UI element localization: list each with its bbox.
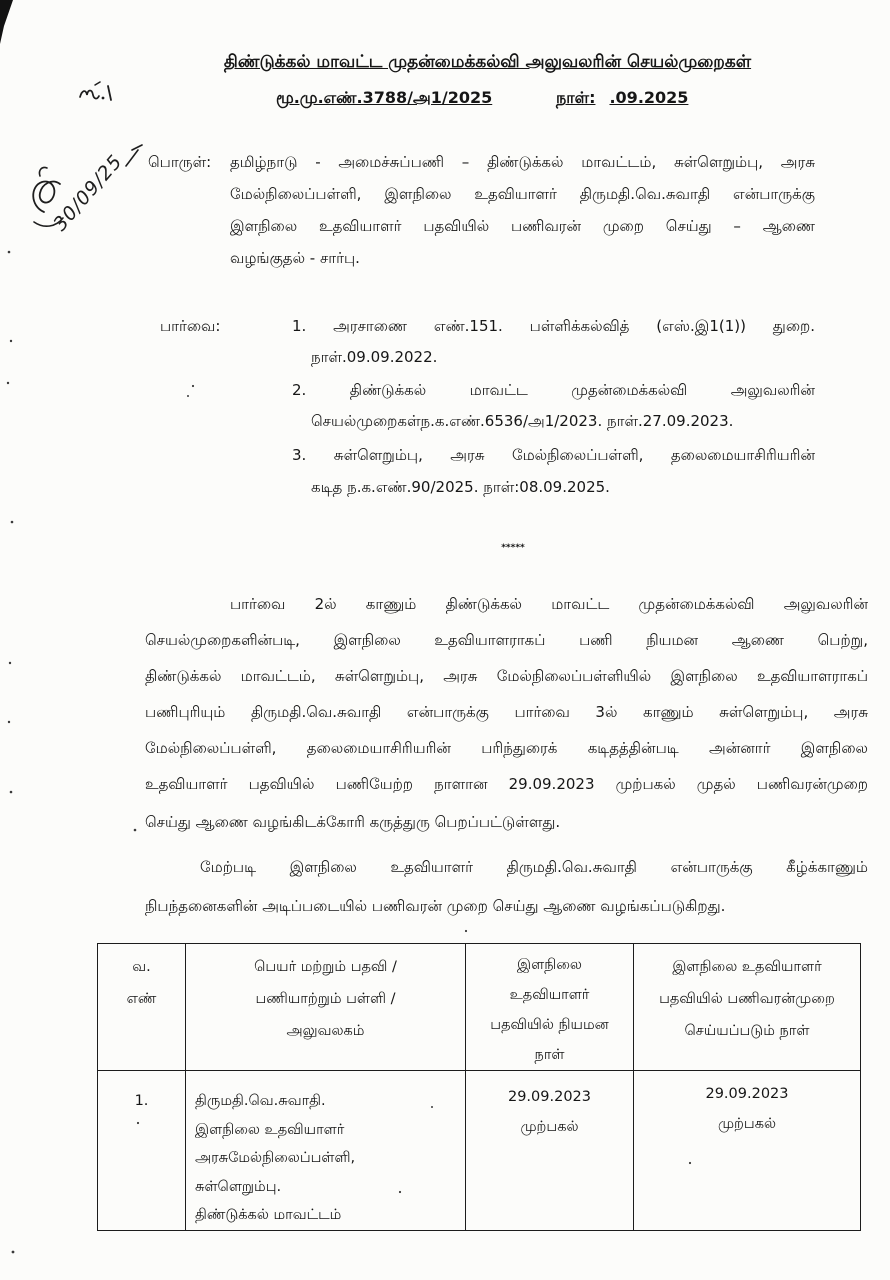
- body-line: செய்து ஆணை வழங்கிடக்கோரி கருத்துரு பெறப்பட்டுள்ளது.: [145, 813, 561, 831]
- header-line: அலுவலகம்: [286, 1023, 365, 1039]
- reference-number-3: 3.: [292, 446, 307, 464]
- scan-speck: [9, 662, 11, 664]
- reference-continuation: செயல்முறைகள்ந.க.எண்.6536/அ1/2023. நாள்.27.09.2023.: [311, 412, 734, 430]
- reference-number: மூ.மு.எண்.3788/அ1/2025: [276, 88, 493, 107]
- cell-appointment-date: [466, 1071, 634, 1231]
- scan-speck: [192, 385, 194, 387]
- body-line: செயல்முறைகளின்படி, இளநிலை உதவியாளராகப் பணி நியமன ஆணை பெற்று,: [145, 631, 868, 649]
- scan-speck: [11, 521, 14, 524]
- reference-number-2: 2.: [292, 381, 307, 399]
- table-row: [98, 1071, 861, 1231]
- body-line: மேல்நிலைப்பள்ளி, தலைமையாசிரியரின் பரிந்துரைக் கடிதத்தின்படி அன்னார் இளநிலை: [145, 739, 868, 757]
- reference-item-3: [292, 443, 815, 467]
- header-line: வ.: [132, 959, 151, 975]
- scan-speck: [187, 395, 189, 397]
- header-line: செய்யப்படும் நாள்: [684, 1023, 810, 1039]
- column-header-name: [186, 944, 466, 1071]
- scan-speck: [8, 251, 11, 254]
- name-line: திண்டுக்கல் மாவட்டம்: [195, 1207, 342, 1224]
- header-line: இளநிலை உதவியாளர்: [672, 959, 822, 975]
- body-line: உதவியாளர் பதவியில் பணியேற்ற நாளான 29.09.2023 முற்பகல் முதல் பணிவரன்முறை: [145, 775, 868, 793]
- reference-number-1: 1.: [292, 317, 307, 335]
- signature-loop: [33, 181, 60, 212]
- subject-line: தமிழ்நாடு - அமைச்சுப்பணி – திண்டுக்கல் மாவட்டம், சுள்ளெறும்பு, அரசு: [230, 153, 815, 171]
- table-header-row: [98, 944, 861, 1071]
- reference-continuation: கடித ந.க.எண்.90/2025. நாள்:08.09.2025.: [311, 478, 610, 496]
- reference-text: சுள்ளெறும்பு, அரசு மேல்நிலைப்பள்ளி, தலைமையாசிரியரின்: [333, 446, 815, 464]
- name-line: அரசுமேல்நிலைப்பள்ளி,: [195, 1150, 356, 1167]
- header-line: நாள்: [534, 1047, 565, 1063]
- regularisation-date: 29.09.2023: [705, 1086, 789, 1102]
- reference-text: திண்டுக்கல் மாவட்ட முதன்மைக்கல்வி அலுவலரின்: [349, 381, 815, 399]
- cell-serial: [98, 1071, 186, 1231]
- references-label: பார்வை:: [160, 317, 221, 335]
- subject-line: மேல்நிலைப்பள்ளி, இளநிலை உதவியாளர் திருமதி.வெ.சுவாதி என்பாருக்கு: [230, 185, 815, 203]
- handwritten-signature: [0, 0, 160, 250]
- scan-speck: [7, 382, 9, 384]
- body-line: மேற்படி இளநிலை உதவியாளர் திருமதி.வெ.சுவாதி என்பாருக்கு கீழ்க்காணும்: [200, 858, 868, 876]
- regularisation-table: [97, 943, 861, 1231]
- body-line: பார்வை 2ல் காணும் திண்டுக்கல் மாவட்ட முதன்மைக்கல்வி அலுவலரின்: [230, 595, 868, 613]
- scan-speck: [134, 829, 137, 832]
- cell-name: [186, 1071, 466, 1231]
- column-header-regularisation-date: [634, 944, 861, 1071]
- subject-label: பொருள்:: [148, 153, 212, 171]
- reference-item-1: [292, 314, 815, 338]
- column-header-serial: [98, 944, 186, 1071]
- name-line: திருமதி.வெ.சுவாதி.: [195, 1093, 326, 1109]
- cell-regularisation-date: [634, 1071, 861, 1231]
- header-line: பெயர் மற்றும் பதவி /: [254, 959, 397, 975]
- header-line: பதவியில் பணிவரன்முறை: [659, 991, 835, 1007]
- regularisation-session: முற்பகல்: [717, 1116, 777, 1132]
- subject-line: இளநிலை உதவியாளர் பதவியில் பணிவரன் முறை செய்து – ஆணை: [230, 217, 815, 235]
- header-line: எண்: [126, 991, 157, 1007]
- date-label: நாள்:: [556, 88, 596, 107]
- body-line: திண்டுக்கல் மாவட்டம், சுள்ளெறும்பு, அரசு மேல்நிலைப்பள்ளியில் இளநிலை உதவியாளராகப்: [145, 667, 868, 685]
- name-line: சுள்ளெறும்பு.: [195, 1178, 282, 1195]
- scan-speck: [10, 791, 13, 794]
- signature-tail: [126, 145, 142, 166]
- scan-speck: [12, 1251, 15, 1254]
- column-header-appointment-date: [466, 944, 634, 1071]
- scan-speck: [10, 340, 12, 342]
- signature-date: 30/09/25: [49, 150, 128, 236]
- scan-speck: [8, 721, 10, 723]
- appointment-session: முற்பகல்: [520, 1119, 579, 1135]
- date-value: .09.2025: [609, 88, 689, 107]
- signature-hook: [39, 167, 47, 176]
- body-line: பணிபுரியும் திருமதி.வெ.சுவாதி என்பாருக்கு பார்வை 3ல் காணும் சுள்ளெறும்பு, அரசு: [145, 703, 868, 721]
- appointment-date: 29.09.2023: [507, 1089, 592, 1105]
- document-date: [556, 86, 688, 110]
- header-line: பணியாற்றும் பள்ளி /: [255, 991, 396, 1007]
- section-separator: *****: [501, 543, 525, 553]
- subject-line: வழங்குதல் - சார்பு.: [230, 249, 360, 267]
- header-line: உதவியாளர்: [509, 987, 590, 1003]
- body-line: நிபந்தனைகளின் அடிப்படையில் பணிவரன் முறை செய்து ஆணை வழங்கப்படுகிறது.: [145, 897, 726, 915]
- serial-number: 1.: [134, 1093, 149, 1109]
- header-line: இளநிலை: [517, 957, 582, 973]
- reference-item-2: [292, 378, 815, 402]
- name-line: இளநிலை உதவியாளர்: [195, 1121, 345, 1138]
- document-title: திண்டுக்கல் மாவட்ட முதன்மைக்கல்வி அலுவலரின் செயல்முறைகள்: [223, 52, 752, 72]
- scan-speck: [465, 930, 467, 932]
- reference-continuation: நாள்.09.09.2022.: [311, 348, 438, 366]
- header-line: பதவியில் நியமன: [490, 1017, 609, 1033]
- reference-text: அரசாணை எண்.151. பள்ளிக்கல்வித் (எஸ்.இ1(1)) துறை.: [333, 317, 815, 335]
